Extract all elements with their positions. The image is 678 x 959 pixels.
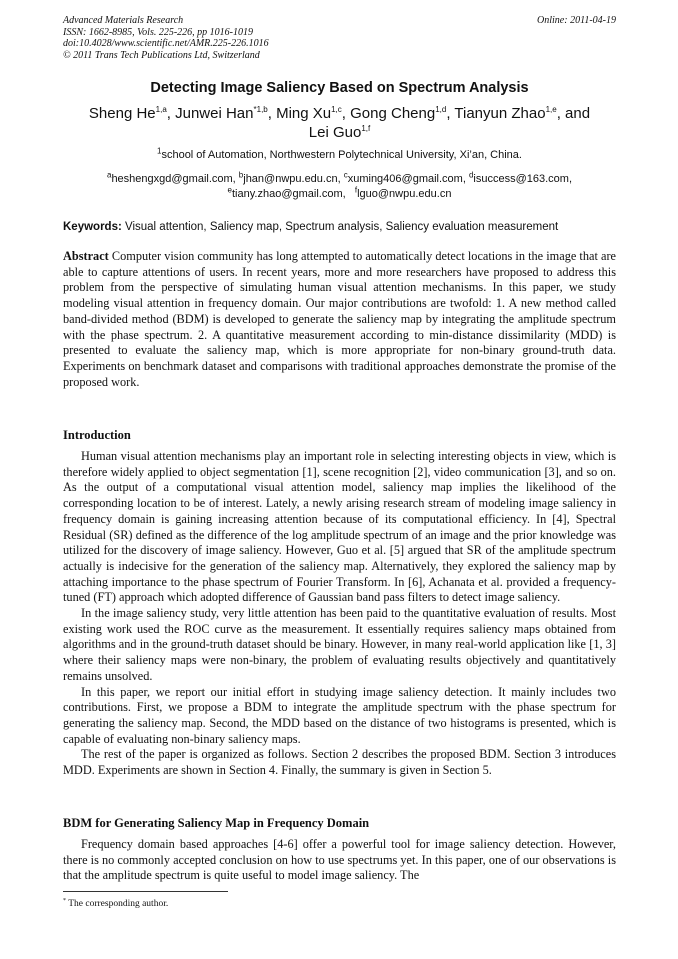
- author-name: Lei Guo: [308, 124, 362, 141]
- email-address: heshengxgd@gmail.com: [111, 173, 233, 185]
- online-date: Online: 2011-04-19: [537, 15, 616, 26]
- email-list: $^a$heshengxgd@gmail.com, $^b$jhan@nwpu.edu.cn, $^c$xuming406@gmail.com, $^d$isuccess@163.com, $^e$tiany.zhao@gmail.com, $^f$lguo@nwpu.edu.cn: [106, 170, 573, 200]
- section-heading-bdm: BDM for Generating Saliency Map in Frequency Domain: [63, 816, 370, 830]
- affiliation: [63, 146, 616, 161]
- journal-header: [63, 15, 616, 61]
- author-sup: 1,c: [331, 105, 342, 114]
- email-sup: f: [354, 185, 358, 195]
- email-sup: d: [468, 170, 474, 180]
- author-sup: 1,a: [155, 105, 167, 114]
- email-sup: b: [238, 170, 244, 180]
- footnote-divider: [63, 891, 228, 892]
- keywords-text: Visual attention, Saliency map, Spectrum analysis, Saliency evaluation measurement: [125, 221, 559, 233]
- footnote-text: The corresponding author.: [68, 899, 169, 910]
- abstract: [63, 249, 616, 390]
- email-address: lguo@nwpu.edu.cn: [357, 188, 452, 200]
- bdm-body: [63, 837, 616, 884]
- copyright-line: © 2011 Trans Tech Publications Ltd, Switzerland: [63, 49, 260, 61]
- authors-and: and: [565, 105, 591, 122]
- paragraph: In the image saliency study, very little attention has been paid to the quantitative evaluation of results. Most existing work used the ROC curve as the measurement. It essentially requires saliency maps obtained from algorithms and in the ground-truth dataset should be binary. However, in many real-world application like [1, 3] where their saliency maps were non-binary, the problem of evaluating results objectively and quantitatively remains unsolved.: [63, 606, 616, 683]
- keywords-label: Keywords:: [63, 221, 122, 233]
- author-sup: 1,e: [545, 105, 557, 114]
- paper-title: Detecting Image Saliency Based on Spectrum Analysis: [150, 80, 529, 96]
- email-address: xuming406@gmail.com: [347, 173, 463, 185]
- paragraph: The rest of the paper is organized as follows. Section 2 describes the proposed BDM. Section 3 introduces MDD. Experiments are shown in Section 4. Finally, the summary is given in Section 5.: [63, 747, 616, 778]
- email-sup: c: [343, 170, 348, 180]
- author-list: Sheng He$^{1,a}$, Junwei Han$^{*1,b}$, Ming Xu$^{1,c}$, Gong Cheng$^{1,d}$, Tianyun Zhao$^{1,e}$, and Lei Guo$^{1,f}$: [88, 105, 591, 141]
- journal-name: Advanced Materials Research: [63, 15, 184, 26]
- email-address: tiany.zhao@gmail.com: [232, 188, 343, 200]
- email-address: isuccess@163.com: [473, 173, 569, 185]
- abstract-text: Computer vision community has long attempted to automatically detect locations in the image that are able to capture attentions of users. In recent years, more and more researchers have proposed to address this problem from the perspective of simulating human visual attention mechanisms. In this paper, we study modeling visual attention in frequency domain. Our major contributions are twofold: 1. A new method called band-divided method (BDM) is developed to generate the saliency map by integrating the amplitude spectrum with the phase spectrum. 2. A quantitative measurement according to min-distance dissimilarity (MDD) is presented to evaluate the saliency map, which is more appropriate for non-binary ground-truth data. Experiments on benchmark dataset and comparisons with traditional approaches demonstrate the promise of the proposed work.: [63, 249, 616, 389]
- section-heading-introduction: Introduction: [63, 428, 131, 442]
- keywords: [63, 221, 616, 233]
- affiliation-sup: 1: [157, 146, 162, 156]
- email-address: jhan@nwpu.edu.cn: [243, 173, 338, 185]
- author-name: Gong Cheng: [350, 105, 436, 122]
- paragraph: In this paper, we report our initial effort in studying image saliency detection. It mainly includes two contributions. First, we propose a BDM to integrate the amplitude spectrum with the phase spectrum for generating the saliency map. Second, the MDD based on the distance of two histograms is presented, which is capable of evaluating non-binary saliency maps.: [63, 684, 616, 746]
- author-name: Junwei Han: [175, 105, 254, 122]
- doi-line: doi:10.4028/www.scientific.net/AMR.225-226.1016: [63, 38, 269, 49]
- author-name: Tianyun Zhao: [454, 105, 546, 122]
- paragraph: Frequency domain based approaches [4-6] offer a powerful tool for image saliency detection. However, there is no commonly accepted conclusion on how to use spectrums yet. In this paper, one of our observations is that the amplitude spectrum is quite useful to model image saliency. The: [63, 837, 616, 883]
- author-name: Sheng He: [88, 105, 156, 122]
- paragraph: Human visual attention mechanisms play an important role in selecting interesting objects in view, which is therefore widely applied to object segmentation [1], scene recognition [2], video communication [3], and so on. As the output of a computational visual attention model, saliency map implies the likelihood of the corresponding location to be of interest. Lately, a newly arising research stream of modeling image saliency in frequency domain is gaining increasing attention because of its computational efficiency. In [4], Spectral Residual (SR) defined as the difference of the log amplitude spectrum of an image and the prior knowledge was utilized for the discovery of image saliency. However, Guo et al. [5] argued that SR of the amplitude spectrum actually is indecisive for the generation of the saliency map. Alternatively, they explored the saliency map by attaching importance to the phase spectrum of Fourier Transform. In [6], Achanata et al. provided a frequency-tuned (FT) approach which adopted difference of Gaussian band pass filters to detect image saliency.: [63, 449, 616, 605]
- author-sup: *1,b: [253, 105, 268, 114]
- author-sup: 1,f: [361, 124, 371, 133]
- abstract-label: Abstract: [63, 249, 109, 263]
- author-name: Ming Xu: [276, 105, 332, 122]
- affiliation-text: school of Automation, Northwestern Polytechnical University, Xi’an, China.: [161, 149, 522, 161]
- email-sup: e: [227, 185, 232, 195]
- footnote-mark: *: [63, 898, 66, 904]
- introduction-body: [63, 449, 616, 779]
- email-sup: a: [106, 170, 112, 180]
- author-sup: 1,d: [435, 105, 447, 114]
- footnote: [63, 898, 168, 909]
- issn-line: ISSN: 1662-8985, Vols. 225-226, pp 1016-1019: [63, 26, 253, 38]
